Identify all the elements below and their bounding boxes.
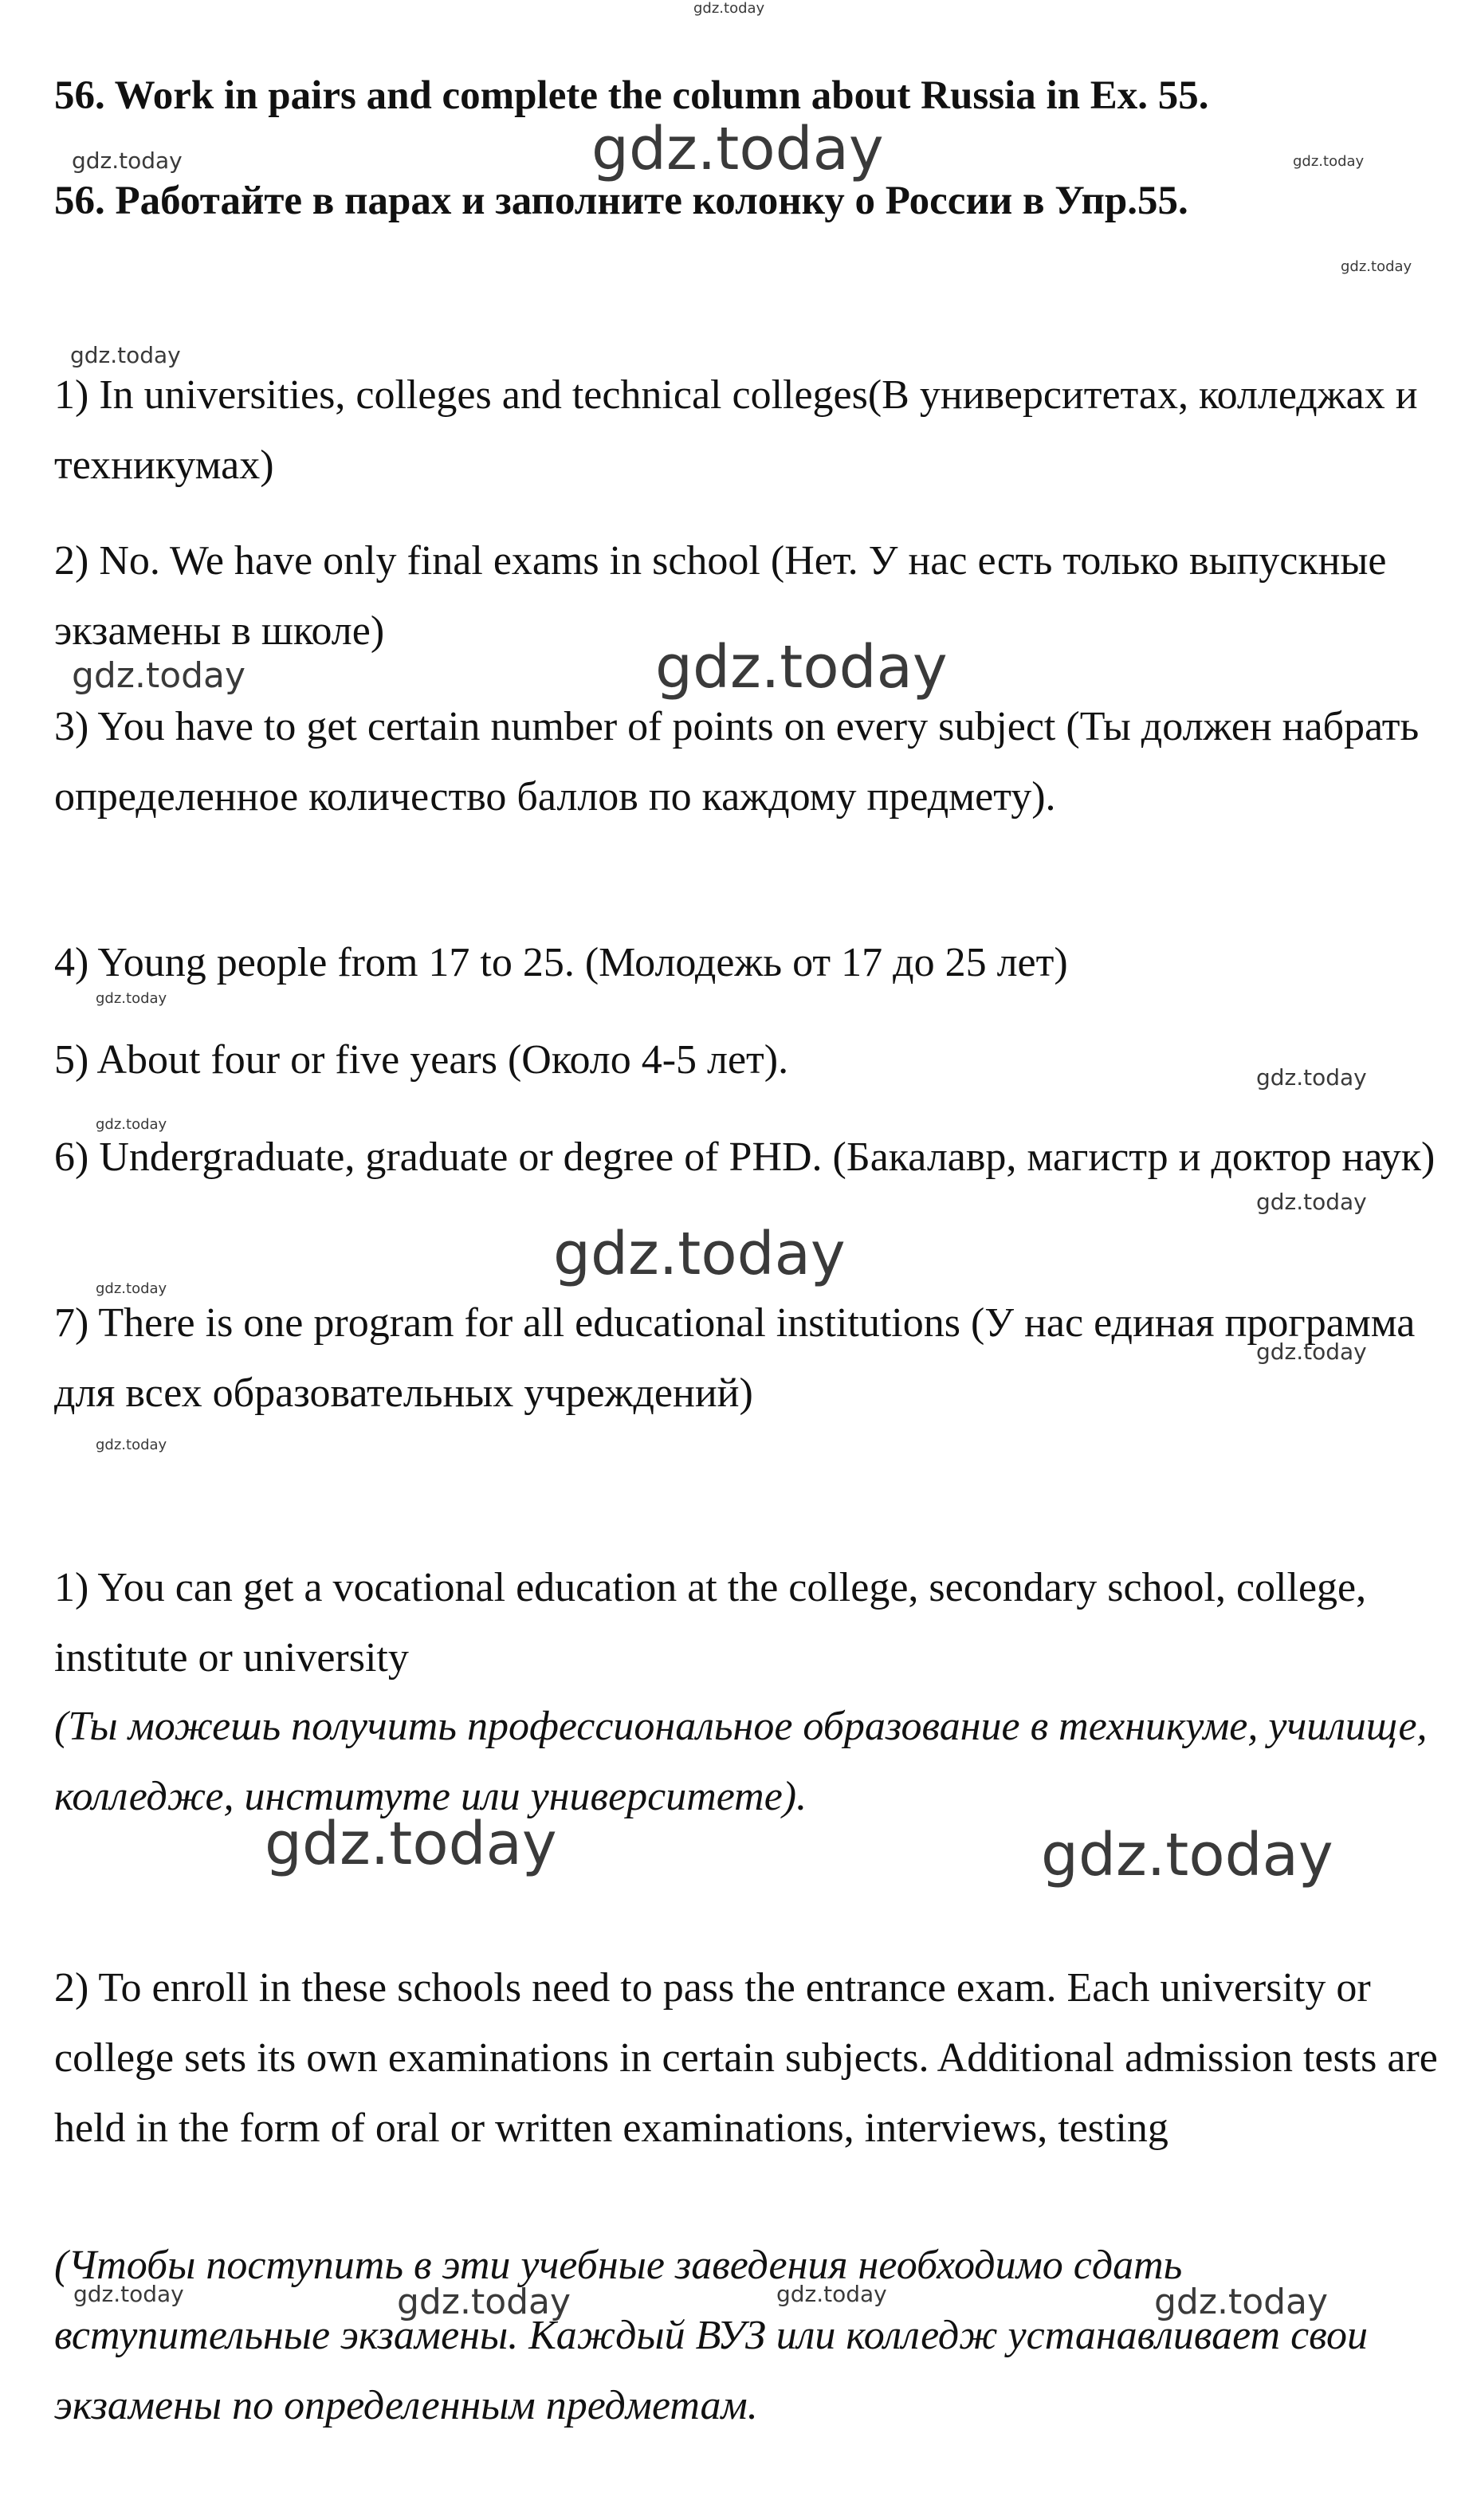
watermark: gdz.today <box>1256 1189 1367 1215</box>
watermark: gdz.today <box>591 115 884 183</box>
watermark: gdz.today <box>96 1437 167 1453</box>
watermark: gdz.today <box>655 633 948 702</box>
watermark: gdz.today <box>776 2281 887 2307</box>
watermark: gdz.today <box>72 655 246 696</box>
watermark: gdz.today <box>96 990 167 1007</box>
answer-6: 6) Undergraduate, graduate or degree of PHD. (Бакалавр, магистр и доктор наук) <box>54 1134 1436 1180</box>
watermark: gdz.today <box>70 342 181 368</box>
answer-5: 5) About four or five years (Около 4-5 лет). <box>54 1037 789 1083</box>
watermark: gdz.today <box>1256 1339 1367 1365</box>
vocational-answer-2-ru: (Чтобы поступить в эти учебные заведения необходимо сдать вступительные экзамены. Каждый ВУЗ или колледж устанавливает свои экзамены по определенным предметам. <box>54 2243 1369 2428</box>
watermark: gdz.today <box>553 1220 846 1288</box>
watermark: gdz.today <box>1341 258 1412 275</box>
watermark: gdz.today <box>265 1810 557 1878</box>
answer-2: 2) No. We have only final exams in school (Нет. У нас есть только выпускные экзамены в школе) <box>54 538 1387 654</box>
heading-russian: 56. Работайте в парах и заполните колонку о России в Упр.55. <box>54 179 1188 223</box>
vocational-answer-1-en: 1) You can get a vocational education at the college, secondary school, college, institute or university <box>54 1565 1367 1681</box>
watermark: gdz.today <box>1256 1064 1367 1091</box>
watermark: gdz.today <box>72 147 183 174</box>
vocational-answer-2-en: 2) To enroll in these schools need to pass the entrance exam. Each university or college sets its own examinations in certain subjects. Additional admission tests are held in the form of oral or written examinations, interviews, testing <box>54 1965 1438 2151</box>
answer-4: 4) Young people from 17 to 25. (Молодежь от 17 до 25 лет) <box>54 940 1068 985</box>
watermark: gdz.today <box>397 2282 571 2322</box>
watermark: gdz.today <box>96 1116 167 1133</box>
watermark: gdz.today <box>96 1280 167 1297</box>
answer-7: 7) There is one program for all educational institutions (У нас единая программа для всех образовательных учреждений) <box>54 1300 1416 1416</box>
watermark-top: gdz.today <box>693 0 765 17</box>
watermark: gdz.today <box>1293 153 1365 170</box>
watermark: gdz.today <box>73 2281 184 2307</box>
watermark: gdz.today <box>1041 1821 1333 1889</box>
heading-english: 56. Work in pairs and complete the column about Russia in Ex. 55. <box>54 73 1209 118</box>
watermark: gdz.today <box>1154 2282 1329 2322</box>
answer-3: 3) You have to get certain number of points on every subject (Ты должен набрать определенное количество баллов по каждому предмету). <box>54 704 1420 820</box>
answer-1: 1) In universities, colleges and technical colleges(В университетах, колледжах и техникумах) <box>54 372 1418 488</box>
vocational-answer-1-ru: (Ты можешь получить профессиональное образование в техникуме, училище, колледже, институте или университете). <box>54 1704 1428 1819</box>
